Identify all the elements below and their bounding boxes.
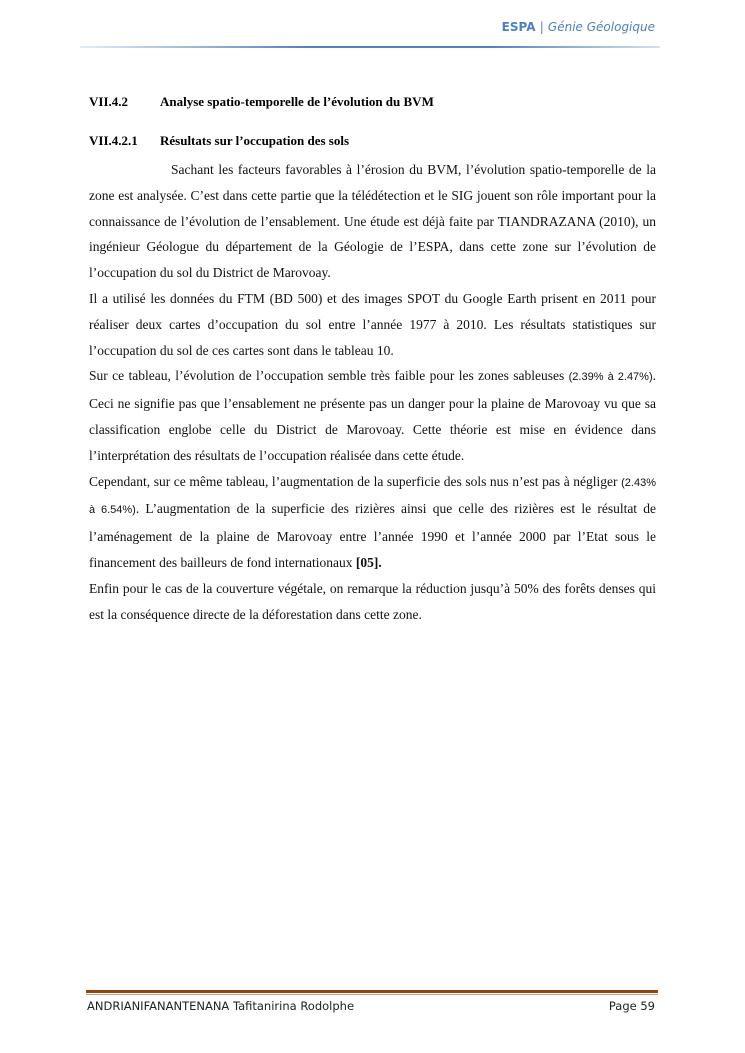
subsection-number: VII.4.2.1 (89, 133, 138, 148)
running-header (502, 20, 655, 34)
bare-soil-percentage: (2.43% à 6.54%) (89, 476, 656, 517)
section-number: VII.4.2 (89, 94, 129, 109)
paragraph-4 (89, 469, 656, 576)
page-body (89, 92, 656, 627)
paragraph-2: Il a utilisé les données du FTM (BD 500) et des images SPOT du Google Earth prisent en 2011 pour réaliser deux cartes d’occupation du sol entre l’année 1977 à 2010. Les résultats statistiques sur l’occupation du sol de ces cartes sont dans le tableau 10. (89, 290, 656, 358)
section-title: Analyse spatio-temporelle de l’évolution du BVM (160, 94, 434, 109)
footer-author: ANDRIANIFANANTENANA Tafitanirina Rodolphe (87, 999, 355, 1013)
paragraph-3 (89, 363, 656, 468)
paragraph-4-text-b: . L’augmentation de la superficie des rizières ainsi que celle des rizières est le résultat de l’aménagement de la plaine de Marovoay entre l’année 1990 et l’année 2000 par l’Etat sous le financement des bailleurs de fond internationaux (89, 501, 656, 570)
reference-citation: [05]. (355, 554, 382, 570)
paragraph-1: Sachant les facteurs favorables à l’érosion du BVM, l’évolution spatio-temporelle de la zone est analysée. C’est dans cette partie que la télédétection et le SIG jouent son rôle important pour la connaissance de l’évolution de l’ensablement. Une étude est déjà faite par TIANDRAZANA (2010), un ingénieur Géologue du département de la Géologie de l’ESPA, dans cette zone sur l’évolution de l’occupation du sol du District de Marovoay. (89, 162, 656, 281)
subsection-heading (89, 131, 656, 151)
header-rule (80, 46, 660, 48)
section-heading (89, 92, 656, 112)
paragraph-3-text-b: . Ceci ne signifie pas que l’ensablement ne présente pas un danger pour la plaine de Marovoay vu que sa classification englobe celle du District de Marovoay. Cette théorie est mise en évidence dans l’interprétation des résultats de l’occupation réalisée dans cette étude. (89, 368, 656, 463)
footer-rule (86, 990, 658, 993)
header-school: ESPA (501, 20, 536, 34)
page-number: Page 59 (608, 999, 655, 1013)
sandy-zone-percentage: (2.39% à 2.47%) (568, 371, 653, 384)
subsection-title: Résultats sur l’occupation des sols (160, 133, 350, 148)
header-department: Génie Géologique (547, 20, 655, 34)
footer-rule-thin (86, 994, 658, 995)
paragraph-5: Enfin pour le cas de la couverture végétale, on remarque la réduction jusqu’à 50% des forêts denses qui est la conséquence directe de la déforestation dans cette zone. (89, 580, 656, 622)
header-separator: | (539, 20, 544, 34)
paragraph-4-text-a: Cependant, sur ce même tableau, l’augmentation de la superficie des sols nus n’est pas à négliger (89, 473, 622, 489)
paragraph-3-text-a: Sur ce tableau, l’évolution de l’occupation semble très faible pour les zones sableuses (89, 368, 569, 384)
